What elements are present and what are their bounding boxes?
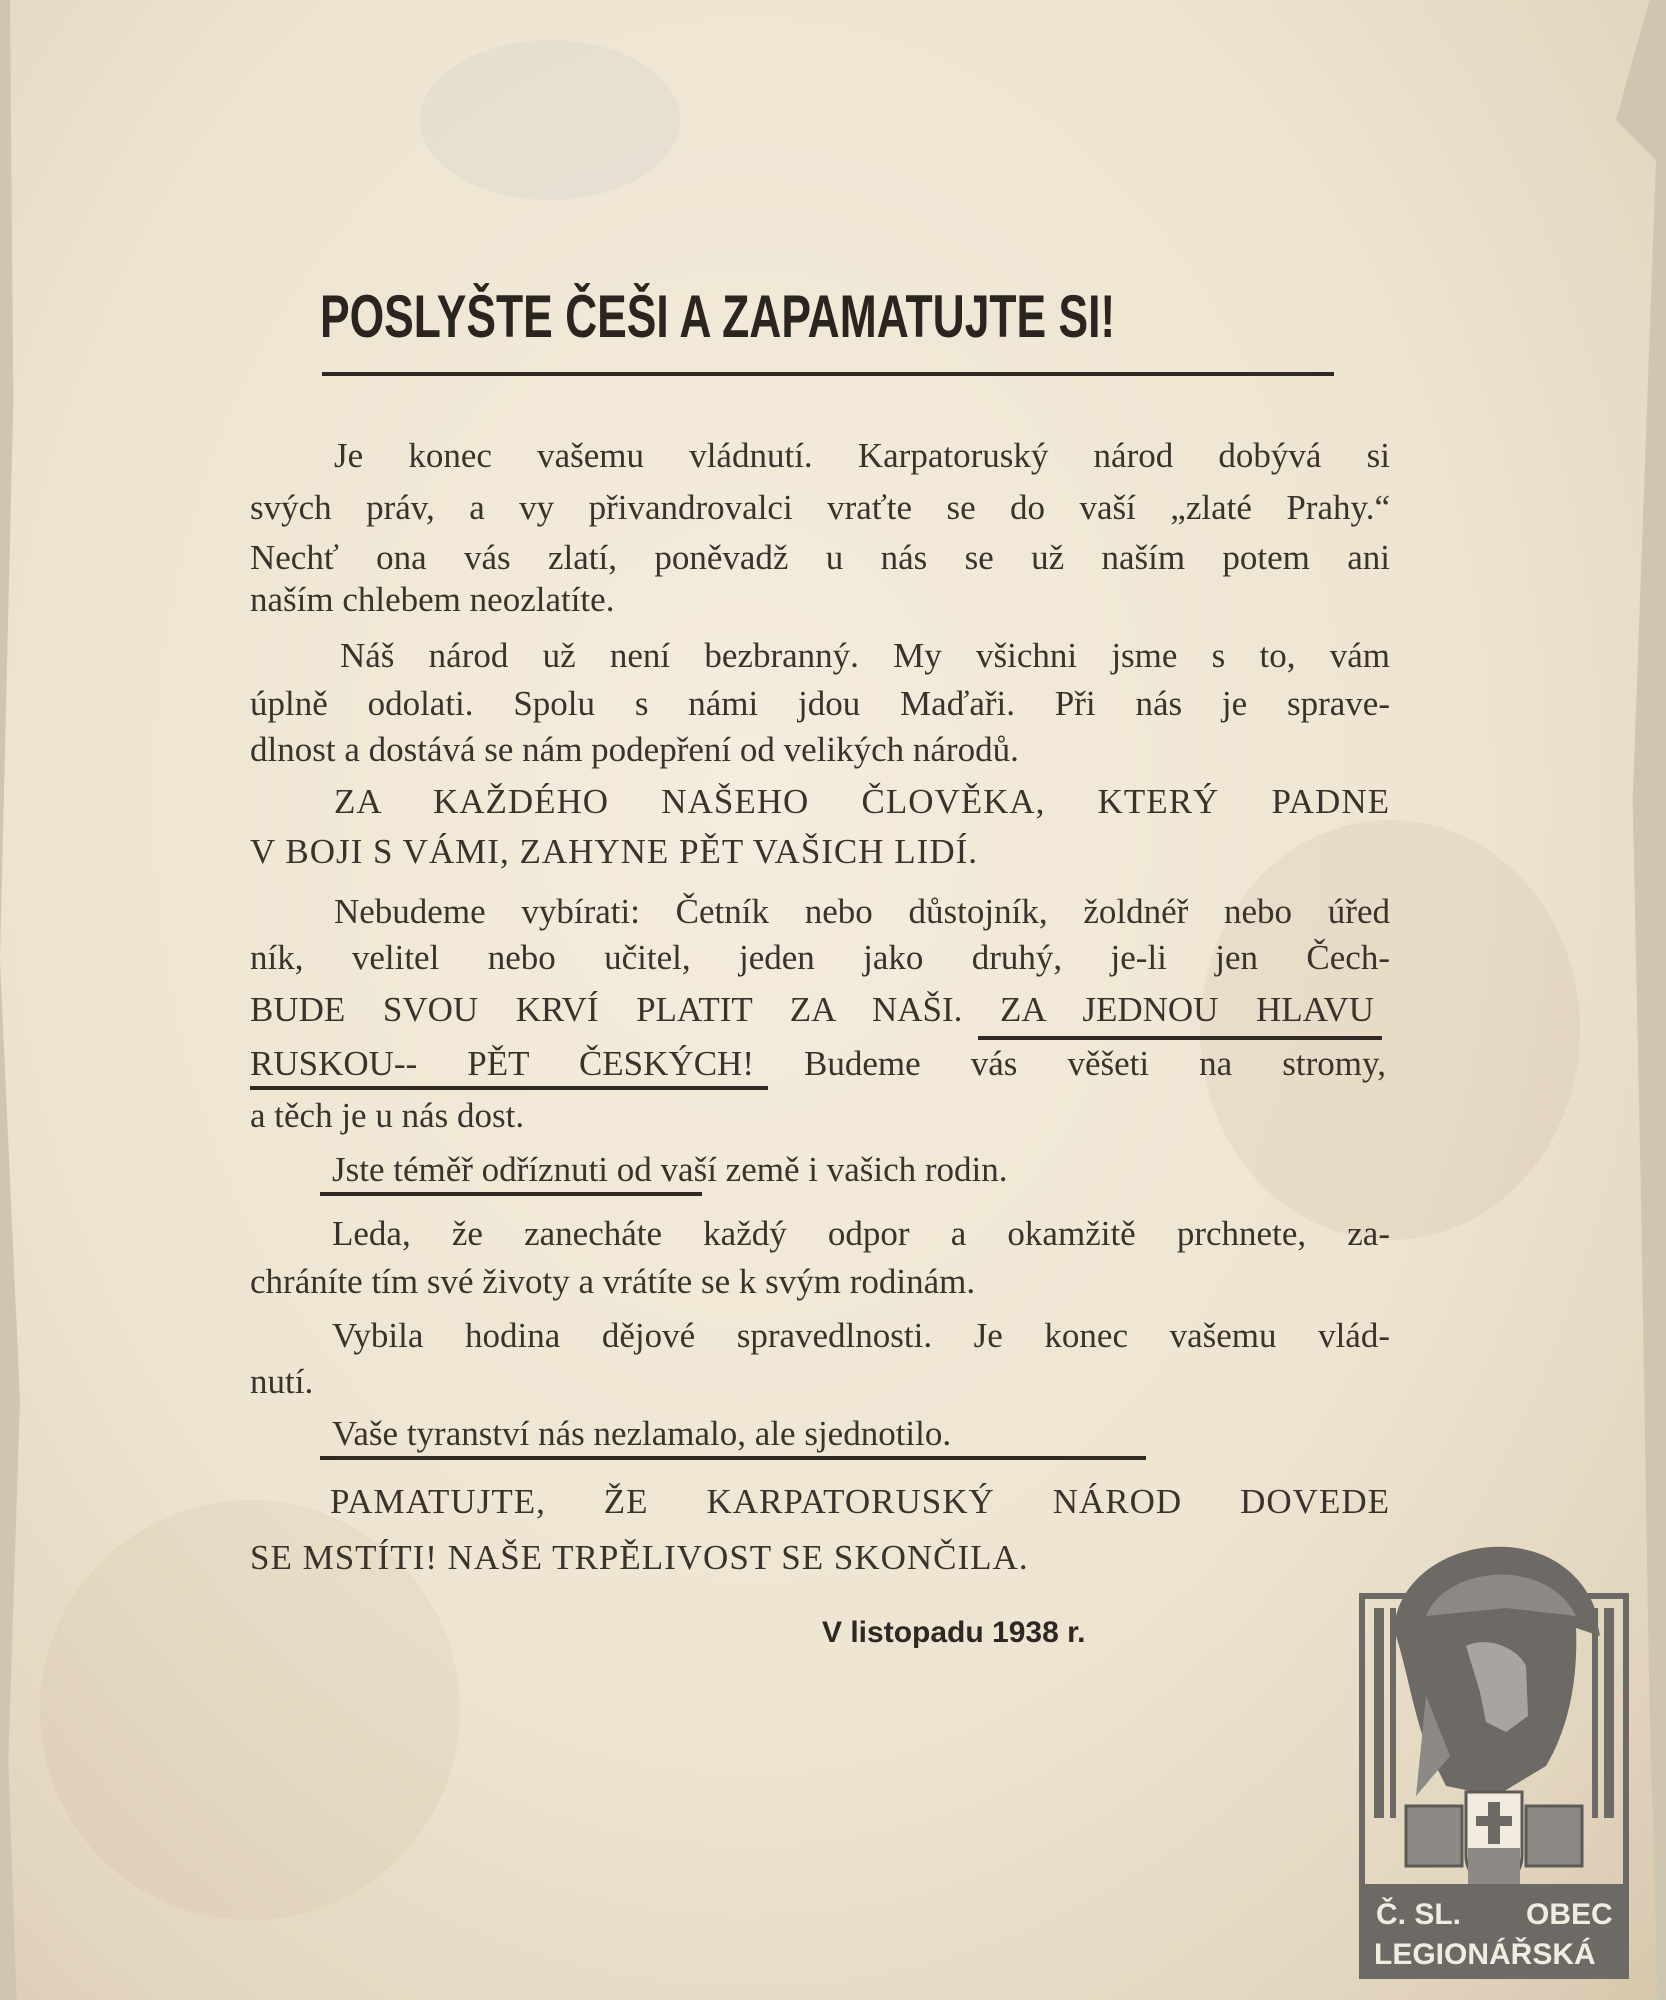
text-line: RUSKOU-- PĚT ČESKÝCH! Budeme vás věšeti na stromy, — [250, 1044, 1386, 1083]
text-line: chráníte tím své životy a vrátíte se k svým rodinám. — [250, 1262, 976, 1301]
text-line: Nechť ona vás zlatí, poněvadž u nás se už naším potem ani — [250, 538, 1390, 577]
leaflet-title: POSLYŠTE ČEŠI A ZAPAMATUJTE SI! — [320, 283, 1116, 350]
leaflet-date: V listopadu 1938 r. — [822, 1616, 1086, 1649]
seal-text: OBEC — [1526, 1898, 1613, 1931]
text-line: ZA KAŽDÉHO NAŠEHO ČLOVĚKA, KTERÝ PADNE — [334, 782, 1390, 821]
text-line: Náš národ už není bezbranný. My všichni jsme s to, vám — [340, 636, 1390, 675]
text-line: úplně odolati. Spolu s námi jdou Maďaři. Při nás je sprave- — [250, 684, 1390, 723]
text-line: Nebudeme vybírati: Četník nebo důstojník, žoldnéř nebo úřed — [334, 892, 1390, 931]
text-line: BUDE SVOU KRVÍ PLATIT ZA NAŠI. ZA JEDNOU HLAVU — [250, 990, 1374, 1029]
text-line: naším chlebem neozlatíte. — [250, 580, 615, 619]
text-line: V BOJI S VÁMI, ZAHYNE PĚT VAŠICH LIDÍ. — [250, 832, 979, 871]
underline-mark — [250, 1086, 768, 1090]
text-line: Je konec vašemu vládnutí. Karpatoruský národ dobývá si — [334, 436, 1390, 475]
text-line: ník, velitel nebo učitel, jeden jako druhý, je-li jen Čech- — [250, 938, 1390, 977]
text-line: Vybila hodina dějové spravedlnosti. Je konec vašemu vlád- — [332, 1316, 1390, 1355]
text-line: Leda, že zanecháte každý odpor a okamžitě prchnete, za- — [332, 1214, 1390, 1253]
legion-seal-logo — [1356, 1496, 1632, 1980]
text-line: SE MSTÍTI! NAŠE TRPĚLIVOST SE SKONČILA. — [250, 1538, 1029, 1577]
text-line: Jste téměř odříznuti od vaší země i vašich rodin. — [332, 1150, 1008, 1189]
text-line: a těch je u nás dost. — [250, 1096, 525, 1135]
seal-text: LEGIONÁŘSKÁ — [1374, 1938, 1596, 1971]
seal-text: Č. SL. — [1376, 1898, 1462, 1931]
title-underline — [322, 372, 1334, 376]
text-line: Vaše tyranství nás nezlamalo, ale sjednotilo. — [332, 1414, 952, 1453]
underline-mark — [320, 1456, 1146, 1460]
text-line: PAMATUJTE, ŽE KARPATORUSKÝ NÁROD DOVEDE — [330, 1482, 1390, 1521]
text-line: nutí. — [250, 1362, 314, 1401]
underline-mark — [978, 1036, 1382, 1040]
paper-stain — [420, 40, 680, 200]
text-line: dlnost a dostává se nám podepření od velikých národů. — [250, 730, 1019, 769]
text-line: svých práv, a vy přivandrovalci vraťte se do vaší „zlaté Prahy.“ — [250, 488, 1390, 527]
underline-mark — [320, 1192, 702, 1196]
